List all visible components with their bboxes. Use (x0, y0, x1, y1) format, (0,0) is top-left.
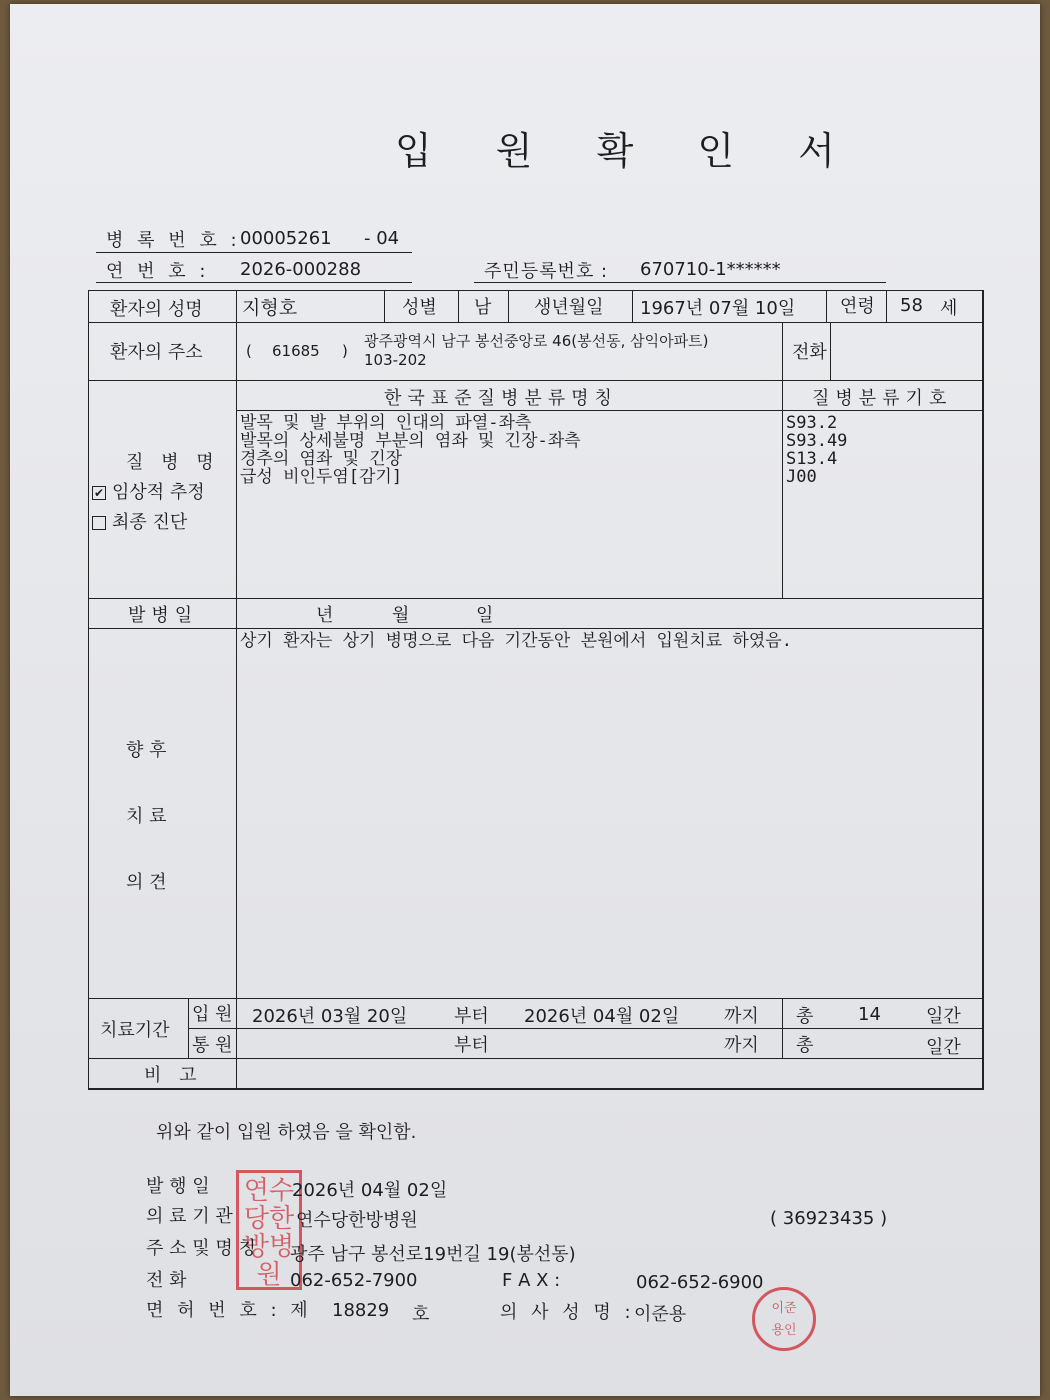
clinical-estimate-option[interactable] (92, 478, 205, 504)
inpatient-days-unit: 일간 (926, 1006, 961, 1027)
address-name-label: 주 소 및 명 칭 (146, 1238, 256, 1259)
issue-date-label: 발 행 일 (146, 1176, 210, 1197)
disease-name-2: 발목의 상세불명 부분의 염좌 및 긴장-좌측 (240, 431, 581, 451)
remarks-label: 비 고 (144, 1065, 203, 1086)
institution-label: 의 료 기 관 (146, 1206, 233, 1227)
license-number: 18829 (332, 1300, 390, 1321)
disease-name-3: 경추의 염좌 및 긴장 (240, 449, 403, 469)
age: 58 (900, 295, 923, 316)
record-no: 00005261 (240, 228, 332, 249)
outpatient-days-unit: 일간 (926, 1037, 961, 1058)
license-unit: 호 (412, 1304, 430, 1325)
tel-label: 전 화 (146, 1270, 187, 1291)
period-label: 치료기간 (100, 1020, 170, 1041)
doctor-name: 이준용 (634, 1304, 687, 1325)
disease-code-3: S13.4 (786, 449, 838, 469)
fax-label: F A X : (502, 1270, 561, 1291)
sex: 남 (474, 297, 492, 318)
address-label: 환자의 주소 (110, 342, 203, 363)
doctor-seal: 이준 용인 (752, 1287, 816, 1351)
postal-open: ( (246, 342, 252, 360)
disease-code-header: 질병분류기호 (812, 388, 953, 409)
inpatient-from-label: 부터 (454, 1006, 489, 1027)
disease-code-2: S93.49 (786, 431, 848, 451)
diagnosis-label: 질 병 명 (126, 452, 220, 473)
opinion-label-1: 향 후 (126, 740, 167, 761)
opinion-label-3: 의 견 (126, 872, 167, 893)
issue-date: 2026년 04월 02일 (292, 1180, 448, 1201)
confirm-statement: 위와 같이 입원 하였음 을 확인함. (156, 1122, 417, 1143)
outpatient-label: 통 원 (192, 1035, 233, 1056)
onset-year: 년 (316, 605, 334, 626)
rrn: 670710-1****** (640, 259, 781, 280)
tel: 062-652-7900 (290, 1270, 418, 1291)
license-label: 면 허 번 호 : 제 (146, 1300, 312, 1321)
record-no-suffix: - 04 (364, 228, 400, 249)
inpatient-to-label: 까지 (724, 1006, 759, 1027)
final-diagnosis-label: 최종 진단 (112, 512, 188, 533)
inpatient-label: 입 원 (192, 1004, 233, 1025)
outpatient-to-label: 까지 (724, 1035, 759, 1056)
address-line-2: 103-202 (364, 351, 427, 369)
year-no-label: 연 번 호 : (106, 261, 210, 282)
onset-month: 월 (392, 605, 410, 626)
rrn-label: 주민등록번호 : (484, 261, 609, 282)
opinion-label-2: 치 료 (126, 806, 167, 827)
inpatient-total-label: 총 (796, 1006, 814, 1027)
disease-name-1: 발목 및 발 부위의 인대의 파열-좌측 (240, 413, 532, 433)
outpatient-from-label: 부터 (454, 1035, 489, 1056)
inpatient-to: 2026년 04월 02일 (524, 1006, 680, 1027)
age-unit: 세 (940, 298, 958, 319)
doctor-label: 의 사 성 명 : (500, 1302, 635, 1323)
age-label: 연령 (840, 296, 875, 317)
institution-name: 연수당한방병원 (296, 1210, 418, 1231)
clinical-estimate-label: 임상적 추정 (112, 482, 205, 503)
postal-code: 61685 (272, 342, 320, 360)
onset-label: 발병일 (128, 605, 199, 626)
phone-label: 전화 (792, 342, 827, 363)
institution-address: 광주 남구 봉선로19번길 19(봉선동) (290, 1244, 576, 1265)
opinion-text: 상기 환자는 상기 병명으로 다음 기간동안 본원에서 입원치료 하였음. (240, 631, 792, 651)
outpatient-total-label: 총 (796, 1035, 814, 1056)
address-line-1: 광주광역시 남구 봉선중앙로 46(봉선동, 삼익아파트) (364, 332, 709, 350)
clinical-estimate-checkbox[interactable]: ✔ (93, 486, 105, 500)
confirmation-form-table (88, 290, 984, 1090)
inpatient-from: 2026년 03월 20일 (252, 1006, 408, 1027)
patient-name: 지형호 (242, 297, 298, 319)
final-diagnosis-checkbox[interactable] (92, 516, 106, 530)
disease-code-1: S93.2 (786, 413, 838, 433)
patient-name-label: 환자의 성명 (110, 299, 203, 320)
dob-label: 생년월일 (534, 297, 604, 318)
disease-code-4: J00 (786, 467, 817, 487)
sex-label: 성별 (402, 297, 437, 318)
fax: 062-652-6900 (636, 1272, 764, 1293)
disease-name-4: 급성 비인두염[감기] (240, 467, 403, 487)
postal-close: ) (342, 342, 348, 360)
dob: 1967년 07월 10일 (640, 298, 796, 319)
record-no-label: 병 록 번 호 : (106, 230, 241, 251)
year-no: 2026-000288 (240, 259, 362, 280)
inpatient-days: 14 (858, 1004, 881, 1025)
hospital-stamp: 연수 당한 방병 원 (236, 1170, 302, 1290)
institution-code: ( 36923435 ) (770, 1208, 888, 1229)
document-title: 입 원 확 인 서 (395, 129, 861, 173)
onset-day: 일 (476, 605, 494, 626)
final-diagnosis-option[interactable] (92, 508, 187, 534)
disease-name-header: 한국표준질병분류명칭 (384, 388, 618, 409)
